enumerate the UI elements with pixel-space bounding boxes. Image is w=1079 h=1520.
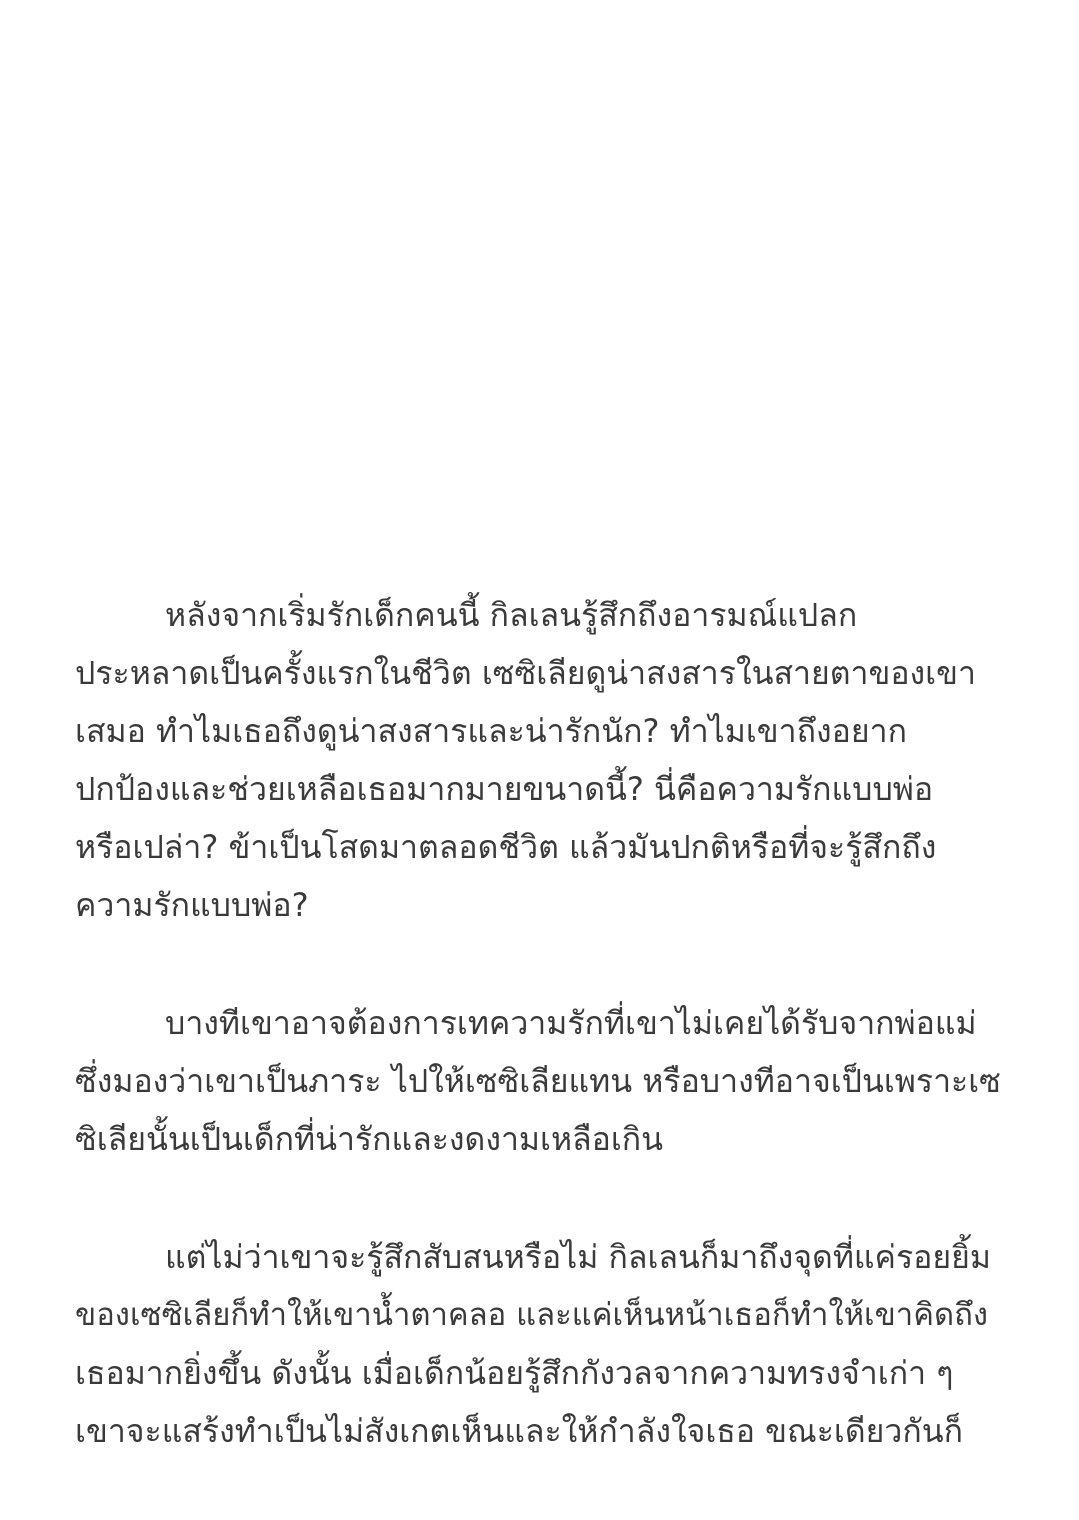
text-line: เขาจะแสร้งทำเป็นไม่สังเกตเห็นและให้กำลังใจเธอ ขณะเดียวกันก็ — [75, 1412, 963, 1450]
story-text — [75, 586, 1010, 1520]
text-line: แต่ไม่ว่าเขาจะรู้สึกสับสนหรือไม่ กิลเลนก็มาถึงจุดที่แค่รอยยิ้ม — [165, 1238, 991, 1276]
text-line: ของเซซิเลียก็ทำให้เขาน้ำตาคลอ และแค่เห็นหน้าเธอก็ทำให้เขาคิดถึง — [75, 1297, 988, 1333]
text-line: เสมอ ทำไมเธอถึงดูน่าสงสารและน่ารักนัก? ทำไมเขาถึงอยาก — [75, 712, 907, 750]
text-line: ปกป้องและช่วยเหลือเธอมากมายขนาดนี้? นี่คือความรักแบบพ่อ — [75, 770, 934, 808]
text-line: ความรักแบบพ่อ? — [75, 886, 309, 924]
text-line: ประหลาดเป็นครั้งแรกในชีวิต เซซิเลียดูน่าสงสารในสายตาของเขา — [75, 654, 976, 692]
text-line: หรือเปล่า? ข้าเป็นโสดมาตลอดชีวิต แล้วมันปกติหรือที่จะรู้สึกถึง — [75, 828, 937, 866]
paragraph-3 — [75, 1228, 1010, 1460]
paragraph-1 — [75, 586, 1010, 934]
text-line: ซิเลียนั้นเป็นเด็กที่น่ารักและงดงามเหลือเกิน — [75, 1120, 664, 1158]
paragraph-2 — [75, 994, 1010, 1168]
text-line: เธอมากยิ่งขึ้น ดังนั้น เมื่อเด็กน้อยรู้สึกกังวลจากความทรงจำเก่า ๆ — [75, 1354, 954, 1392]
text-line: หลังจากเริ่มรักเด็กคนนี้ กิลเลนรู้สึกถึงอารมณ์แปลก — [165, 596, 858, 634]
text-line: ซึ่งมองว่าเขาเป็นภาระ ไปให้เซซิเลียแทน หรือบางทีอาจเป็นเพราะเซ — [75, 1062, 1001, 1100]
text-line: บางทีเขาอาจต้องการเทความรักที่เขาไม่เคยได้รับจากพ่อแม่ — [165, 1004, 977, 1042]
